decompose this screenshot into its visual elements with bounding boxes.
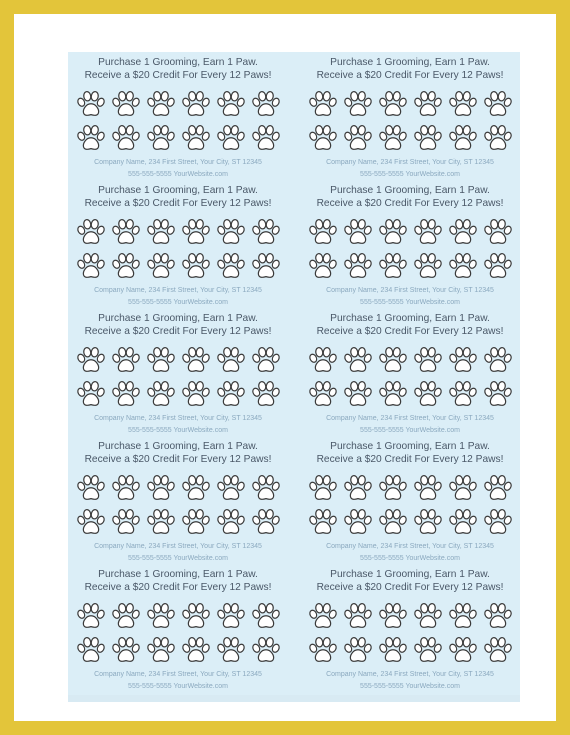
paw-grid: [73, 87, 283, 155]
card-title-line-1: Purchase 1 Grooming, Earn 1 Paw.: [98, 57, 258, 68]
card-footer-contact: 555-555-5555 YourWebsite.com: [128, 299, 228, 306]
paw-print-icon: [213, 599, 248, 633]
paw-grid: [73, 599, 283, 667]
paw-print-icon: [305, 121, 340, 155]
paw-print-icon: [213, 343, 248, 377]
paw-print-icon: [108, 505, 143, 539]
paw-print-icon: [305, 599, 340, 633]
paw-print-icon: [480, 215, 515, 249]
card-title-line-2: Receive a $20 Credit For Every 12 Paws!: [84, 198, 272, 209]
paw-print-icon: [480, 633, 515, 667]
paw-print-icon: [143, 343, 178, 377]
paw-print-icon: [340, 87, 375, 121]
paw-print-icon: [73, 87, 108, 121]
paw-print-icon: [73, 471, 108, 505]
paw-print-icon: [445, 249, 480, 283]
paw-print-icon: [480, 471, 515, 505]
paw-print-icon: [375, 633, 410, 667]
paw-print-icon: [375, 471, 410, 505]
card-footer-address: Company Name, 234 First Street, Your City, ST 12345: [326, 287, 494, 294]
paw-print-icon: [143, 633, 178, 667]
paw-print-icon: [480, 87, 515, 121]
paw-print-icon: [213, 121, 248, 155]
paw-print-icon: [248, 599, 283, 633]
paw-print-icon: [375, 343, 410, 377]
paw-print-icon: [305, 249, 340, 283]
sheet-edge: [68, 695, 520, 702]
paw-print-icon: [305, 471, 340, 505]
paw-print-icon: [73, 121, 108, 155]
paw-grid: [305, 215, 515, 283]
card-footer-contact: 555-555-5555 YourWebsite.com: [128, 683, 228, 690]
paw-print-icon: [375, 121, 410, 155]
punch-card: [68, 308, 288, 436]
card-title-line-1: Purchase 1 Grooming, Earn 1 Paw.: [98, 313, 258, 324]
page-canvas: [14, 14, 556, 721]
card-footer-contact: 555-555-5555 YourWebsite.com: [128, 427, 228, 434]
paw-print-icon: [445, 471, 480, 505]
paw-print-icon: [248, 343, 283, 377]
punch-card: [300, 436, 520, 564]
card-title-line-1: Purchase 1 Grooming, Earn 1 Paw.: [98, 569, 258, 580]
paw-print-icon: [340, 471, 375, 505]
paw-print-icon: [178, 599, 213, 633]
paw-print-icon: [480, 377, 515, 411]
paw-print-icon: [143, 471, 178, 505]
paw-print-icon: [108, 215, 143, 249]
paw-print-icon: [143, 599, 178, 633]
paw-print-icon: [248, 633, 283, 667]
paw-print-icon: [213, 471, 248, 505]
paw-print-icon: [445, 343, 480, 377]
paw-print-icon: [178, 471, 213, 505]
paw-print-icon: [375, 249, 410, 283]
paw-print-icon: [143, 249, 178, 283]
card-footer-contact: 555-555-5555 YourWebsite.com: [360, 427, 460, 434]
paw-print-icon: [410, 215, 445, 249]
card-title-line-2: Receive a $20 Credit For Every 12 Paws!: [84, 326, 272, 337]
paw-print-icon: [305, 87, 340, 121]
paw-print-icon: [108, 121, 143, 155]
card-footer-contact: 555-555-5555 YourWebsite.com: [360, 299, 460, 306]
paw-print-icon: [480, 249, 515, 283]
punch-card: [68, 180, 288, 308]
paw-print-icon: [410, 505, 445, 539]
card-footer-address: Company Name, 234 First Street, Your City, ST 12345: [94, 287, 262, 294]
paw-print-icon: [143, 505, 178, 539]
paw-print-icon: [143, 215, 178, 249]
punch-card: [300, 564, 520, 692]
paw-print-icon: [410, 599, 445, 633]
paw-print-icon: [480, 121, 515, 155]
card-footer-contact: 555-555-5555 YourWebsite.com: [360, 555, 460, 562]
paw-print-icon: [305, 505, 340, 539]
paw-print-icon: [375, 215, 410, 249]
card-title-line-2: Receive a $20 Credit For Every 12 Paws!: [316, 454, 504, 465]
card-footer-address: Company Name, 234 First Street, Your City, ST 12345: [326, 415, 494, 422]
paw-print-icon: [410, 121, 445, 155]
paw-print-icon: [213, 215, 248, 249]
paw-print-icon: [410, 87, 445, 121]
paw-print-icon: [213, 505, 248, 539]
card-footer-address: Company Name, 234 First Street, Your City, ST 12345: [94, 671, 262, 678]
paw-print-icon: [445, 633, 480, 667]
paw-print-icon: [305, 377, 340, 411]
paw-print-icon: [108, 471, 143, 505]
paw-grid: [305, 87, 515, 155]
paw-print-icon: [305, 343, 340, 377]
punch-card: [300, 308, 520, 436]
paw-print-icon: [213, 87, 248, 121]
paw-print-icon: [340, 343, 375, 377]
paw-print-icon: [178, 505, 213, 539]
paw-print-icon: [410, 343, 445, 377]
paw-print-icon: [178, 343, 213, 377]
card-title-line-2: Receive a $20 Credit For Every 12 Paws!: [316, 70, 504, 81]
paw-print-icon: [73, 343, 108, 377]
paw-print-icon: [480, 505, 515, 539]
paw-print-icon: [248, 471, 283, 505]
card-title-line-1: Purchase 1 Grooming, Earn 1 Paw.: [330, 57, 490, 68]
card-title-line-1: Purchase 1 Grooming, Earn 1 Paw.: [330, 313, 490, 324]
paw-print-icon: [178, 121, 213, 155]
paw-print-icon: [178, 377, 213, 411]
card-footer-contact: 555-555-5555 YourWebsite.com: [128, 171, 228, 178]
paw-print-icon: [248, 249, 283, 283]
paw-print-icon: [248, 121, 283, 155]
paw-print-icon: [375, 87, 410, 121]
punch-card-sheet: [68, 52, 520, 702]
paw-print-icon: [340, 633, 375, 667]
paw-print-icon: [375, 599, 410, 633]
card-title-line-2: Receive a $20 Credit For Every 12 Paws!: [84, 454, 272, 465]
paw-print-icon: [73, 599, 108, 633]
paw-print-icon: [108, 343, 143, 377]
card-footer-contact: 555-555-5555 YourWebsite.com: [360, 171, 460, 178]
paw-print-icon: [410, 633, 445, 667]
card-title-line-2: Receive a $20 Credit For Every 12 Paws!: [316, 198, 504, 209]
paw-print-icon: [213, 249, 248, 283]
card-footer-contact: 555-555-5555 YourWebsite.com: [128, 555, 228, 562]
paw-print-icon: [375, 377, 410, 411]
card-footer-address: Company Name, 234 First Street, Your City, ST 12345: [94, 415, 262, 422]
paw-print-icon: [305, 215, 340, 249]
punch-card: [68, 52, 288, 180]
paw-print-icon: [480, 343, 515, 377]
paw-print-icon: [108, 249, 143, 283]
paw-print-icon: [178, 633, 213, 667]
paw-grid: [73, 215, 283, 283]
card-grid: [68, 52, 520, 702]
paw-print-icon: [410, 249, 445, 283]
card-title-line-2: Receive a $20 Credit For Every 12 Paws!: [316, 582, 504, 593]
paw-print-icon: [73, 633, 108, 667]
paw-print-icon: [248, 87, 283, 121]
paw-print-icon: [248, 505, 283, 539]
punch-card: [300, 180, 520, 308]
paw-print-icon: [340, 249, 375, 283]
paw-print-icon: [73, 215, 108, 249]
paw-print-icon: [445, 215, 480, 249]
card-footer-address: Company Name, 234 First Street, Your City, ST 12345: [326, 159, 494, 166]
card-footer-address: Company Name, 234 First Street, Your City, ST 12345: [326, 543, 494, 550]
card-title-line-1: Purchase 1 Grooming, Earn 1 Paw.: [330, 441, 490, 452]
card-footer-address: Company Name, 234 First Street, Your City, ST 12345: [326, 671, 494, 678]
paw-print-icon: [340, 377, 375, 411]
card-title-line-2: Receive a $20 Credit For Every 12 Paws!: [84, 70, 272, 81]
paw-print-icon: [178, 249, 213, 283]
paw-print-icon: [178, 87, 213, 121]
paw-grid: [73, 471, 283, 539]
paw-print-icon: [340, 505, 375, 539]
paw-print-icon: [445, 121, 480, 155]
card-title-line-1: Purchase 1 Grooming, Earn 1 Paw.: [330, 569, 490, 580]
paw-print-icon: [73, 249, 108, 283]
paw-print-icon: [143, 377, 178, 411]
punch-card: [68, 564, 288, 692]
paw-print-icon: [305, 633, 340, 667]
paw-grid: [305, 471, 515, 539]
paw-print-icon: [340, 599, 375, 633]
paw-print-icon: [375, 505, 410, 539]
paw-print-icon: [410, 471, 445, 505]
paw-print-icon: [143, 121, 178, 155]
paw-print-icon: [213, 633, 248, 667]
card-title-line-2: Receive a $20 Credit For Every 12 Paws!: [84, 582, 272, 593]
paw-grid: [73, 343, 283, 411]
paw-print-icon: [248, 377, 283, 411]
paw-print-icon: [108, 377, 143, 411]
punch-card: [300, 52, 520, 180]
paw-print-icon: [410, 377, 445, 411]
card-title-line-1: Purchase 1 Grooming, Earn 1 Paw.: [330, 185, 490, 196]
paw-print-icon: [445, 505, 480, 539]
paw-print-icon: [73, 505, 108, 539]
paw-print-icon: [73, 377, 108, 411]
card-title-line-2: Receive a $20 Credit For Every 12 Paws!: [316, 326, 504, 337]
paw-print-icon: [445, 87, 480, 121]
paw-print-icon: [480, 599, 515, 633]
paw-grid: [305, 599, 515, 667]
paw-print-icon: [340, 121, 375, 155]
paw-print-icon: [445, 599, 480, 633]
card-title-line-1: Purchase 1 Grooming, Earn 1 Paw.: [98, 441, 258, 452]
paw-print-icon: [108, 599, 143, 633]
paw-print-icon: [445, 377, 480, 411]
paw-print-icon: [143, 87, 178, 121]
paw-grid: [305, 343, 515, 411]
paw-print-icon: [248, 215, 283, 249]
paw-print-icon: [213, 377, 248, 411]
paw-print-icon: [340, 215, 375, 249]
punch-card: [68, 436, 288, 564]
card-title-line-1: Purchase 1 Grooming, Earn 1 Paw.: [98, 185, 258, 196]
card-footer-address: Company Name, 234 First Street, Your City, ST 12345: [94, 543, 262, 550]
card-footer-contact: 555-555-5555 YourWebsite.com: [360, 683, 460, 690]
paw-print-icon: [108, 633, 143, 667]
card-footer-address: Company Name, 234 First Street, Your City, ST 12345: [94, 159, 262, 166]
paw-print-icon: [108, 87, 143, 121]
paw-print-icon: [178, 215, 213, 249]
